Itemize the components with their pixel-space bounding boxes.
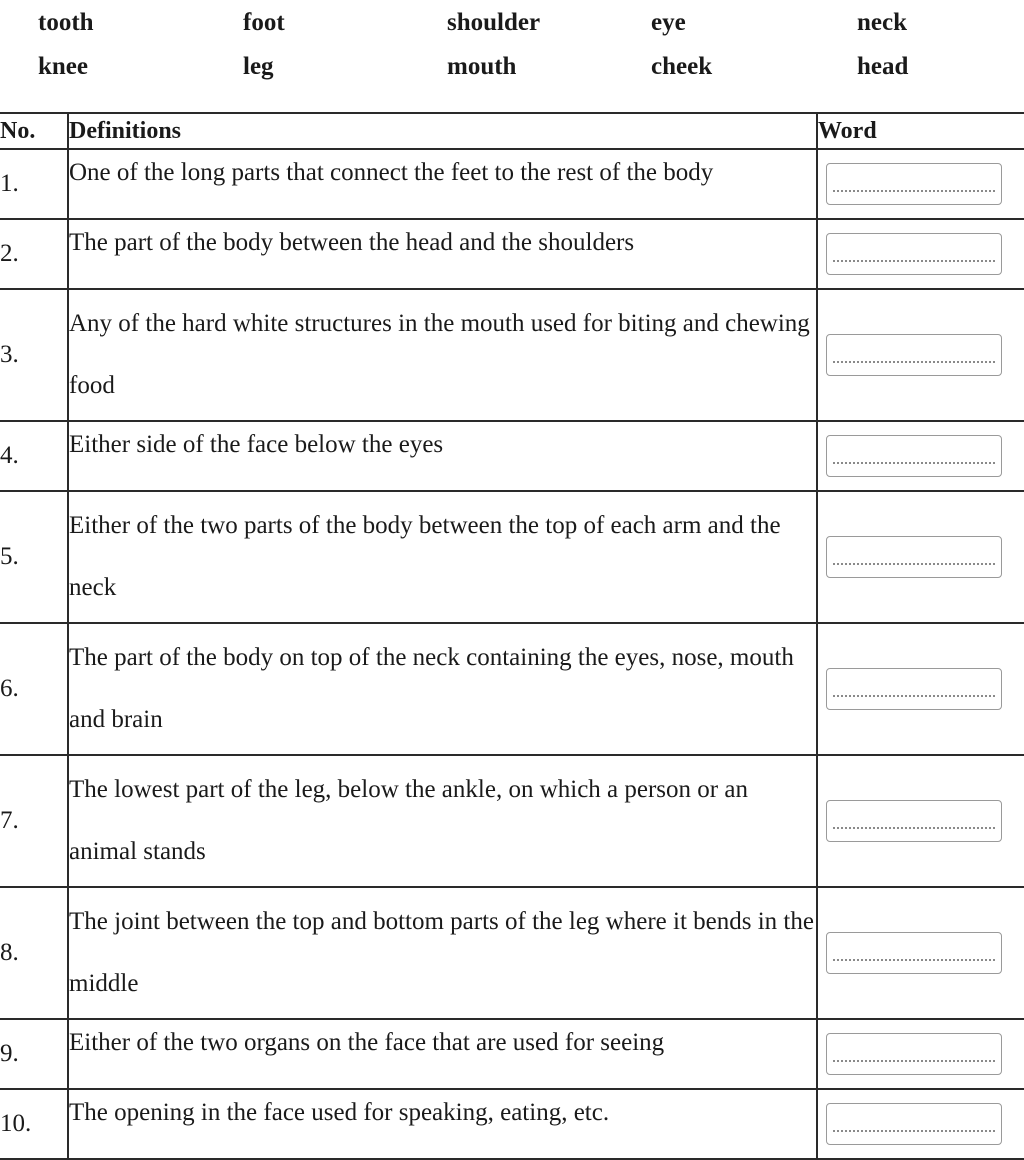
answer-dotted-line <box>833 695 995 697</box>
row-definition: The opening in the face used for speaking, eating, etc. <box>68 1089 817 1159</box>
row-definition: Any of the hard white structures in the mouth used for biting and chewing food <box>68 289 817 421</box>
row-number: 5. <box>0 491 68 623</box>
row-number: 1. <box>0 149 68 219</box>
table-row <box>0 887 1024 1019</box>
word-bank-item: knee <box>38 53 88 80</box>
row-number: 4. <box>0 421 68 491</box>
table-row <box>0 1019 1024 1089</box>
table-row <box>0 421 1024 491</box>
answer-cell <box>817 289 1024 421</box>
word-bank-item: mouth <box>447 53 517 80</box>
word-bank-item: cheek <box>651 53 713 80</box>
row-definition: One of the long parts that connect the feet to the rest of the body <box>68 149 817 219</box>
row-definition: Either side of the face below the eyes <box>68 421 817 491</box>
answer-input[interactable] <box>826 233 1002 275</box>
word-bank-item: shoulder <box>447 9 541 36</box>
row-definition: The lowest part of the leg, below the ankle, on which a person or an animal stands <box>68 755 817 887</box>
answer-cell <box>817 149 1024 219</box>
table-row <box>0 219 1024 289</box>
answer-dotted-line <box>833 361 995 363</box>
answer-dotted-line <box>833 1060 995 1062</box>
word-bank-item: tooth <box>38 9 94 36</box>
row-definition: Either of the two parts of the body between the top of each arm and the neck <box>68 491 817 623</box>
table-row <box>0 1089 1024 1159</box>
answer-cell <box>817 887 1024 1019</box>
header-no: No. <box>0 113 68 149</box>
table-row <box>0 623 1024 755</box>
row-number: 9. <box>0 1019 68 1089</box>
answer-dotted-line <box>833 462 995 464</box>
answer-input[interactable] <box>826 800 1002 842</box>
answer-input[interactable] <box>826 435 1002 477</box>
answer-dotted-line <box>833 959 995 961</box>
header-word: Word <box>817 113 1024 149</box>
table-row <box>0 755 1024 887</box>
answer-dotted-line <box>833 1130 995 1132</box>
answer-input[interactable] <box>826 668 1002 710</box>
row-number: 7. <box>0 755 68 887</box>
answer-cell <box>817 491 1024 623</box>
word-bank-item: neck <box>857 9 907 36</box>
answer-cell <box>817 623 1024 755</box>
answer-input[interactable] <box>826 334 1002 376</box>
definitions-table <box>0 112 1024 1160</box>
table-header-row <box>0 113 1024 149</box>
row-definition: The joint between the top and bottom parts of the leg where it bends in the middle <box>68 887 817 1019</box>
row-number: 10. <box>0 1089 68 1159</box>
answer-dotted-line <box>833 190 995 192</box>
word-bank-item: foot <box>243 9 285 36</box>
answer-cell <box>817 1089 1024 1159</box>
answer-dotted-line <box>833 260 995 262</box>
answer-cell <box>817 755 1024 887</box>
row-number: 3. <box>0 289 68 421</box>
answer-input[interactable] <box>826 1103 1002 1145</box>
answer-input[interactable] <box>826 536 1002 578</box>
table-row <box>0 289 1024 421</box>
answer-cell <box>817 421 1024 491</box>
row-number: 6. <box>0 623 68 755</box>
row-definition: The part of the body between the head and the shoulders <box>68 219 817 289</box>
answer-cell <box>817 219 1024 289</box>
answer-dotted-line <box>833 827 995 829</box>
header-definitions: Definitions <box>68 113 817 149</box>
row-definition: The part of the body on top of the neck containing the eyes, nose, mouth and brain <box>68 623 817 755</box>
answer-cell <box>817 1019 1024 1089</box>
answer-dotted-line <box>833 563 995 565</box>
row-number: 2. <box>0 219 68 289</box>
word-bank <box>0 0 1024 110</box>
word-bank-item: head <box>857 53 909 80</box>
answer-input[interactable] <box>826 1033 1002 1075</box>
answer-input[interactable] <box>826 163 1002 205</box>
answer-input[interactable] <box>826 932 1002 974</box>
word-bank-item: leg <box>243 53 274 80</box>
table-row <box>0 491 1024 623</box>
word-bank-item: eye <box>651 9 686 36</box>
row-number: 8. <box>0 887 68 1019</box>
table-row <box>0 149 1024 219</box>
row-definition: Either of the two organs on the face that are used for seeing <box>68 1019 817 1089</box>
